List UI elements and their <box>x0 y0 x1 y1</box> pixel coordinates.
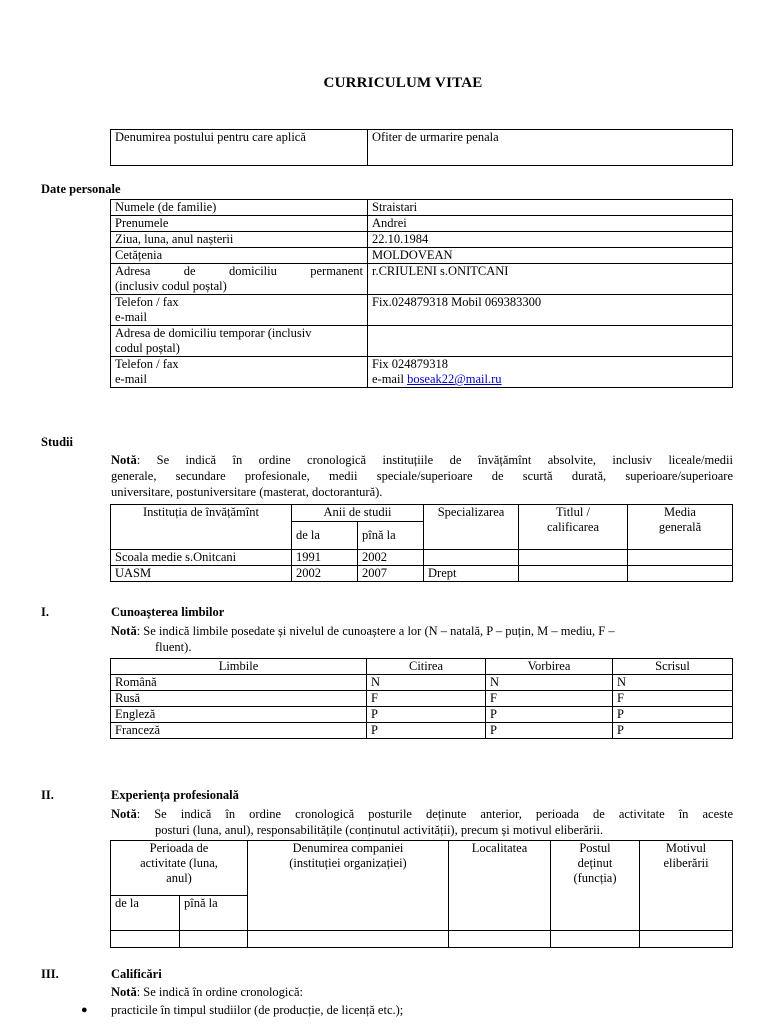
table-row <box>111 264 733 295</box>
experience-number: II. <box>41 788 54 802</box>
cell-from: 2002 <box>292 566 358 582</box>
table-row <box>111 566 733 582</box>
languages-number: I. <box>41 605 49 619</box>
header-to: pînă la <box>180 896 248 931</box>
table-row <box>111 200 733 216</box>
cell-from: 1991 <box>292 550 358 566</box>
field-label-line: Adresa de domiciliu temporar (inclusiv <box>115 326 312 340</box>
cell-to: 2002 <box>358 550 424 566</box>
qualifications-bullet-text: practicile în timpul studiilor (de producție, de licență etc.); <box>111 1003 404 1017</box>
header-speaking: Vorbirea <box>486 659 613 675</box>
field-label-line: e-mail <box>115 310 147 324</box>
header-institution: Instituția de învățămînt <box>111 505 292 550</box>
cell-speaking: F <box>486 691 613 707</box>
cell-reading: P <box>367 723 486 739</box>
position-value: Ofiter de urmarire penala <box>368 130 733 166</box>
header-specialty: Specializarea <box>424 505 519 550</box>
cell-average <box>628 550 733 566</box>
header-to: pînă la <box>358 522 424 550</box>
languages-table <box>110 658 733 739</box>
header-reason: Motivul eliberării <box>640 841 733 931</box>
studies-table <box>110 504 733 582</box>
note-line: Notă: Se indică în ordine cronologică instituțiile de învățămînt absolvite, inclusiv liceale/medii <box>111 453 733 467</box>
table-header-row <box>111 841 733 896</box>
cell-reason <box>640 931 733 948</box>
cell-language: Rusă <box>111 691 367 707</box>
field-label <box>111 326 368 357</box>
field-label: Prenumele <box>111 216 368 232</box>
field-label-line: e-mail <box>115 372 147 386</box>
table-header-row <box>111 659 733 675</box>
table-row <box>111 216 733 232</box>
qualifications-number: III. <box>41 967 59 981</box>
field-value: r.CRIULENI s.ONITCANI <box>368 264 733 295</box>
header-from: de la <box>292 522 358 550</box>
table-row <box>111 707 733 723</box>
header-average: Media generală <box>628 505 733 550</box>
cell-institution: UASM <box>111 566 292 582</box>
header-language: Limbile <box>111 659 367 675</box>
header-company: Denumirea companiei (instituției organizației) <box>248 841 449 931</box>
note-label: Notă <box>111 453 137 467</box>
header-reading: Citirea <box>367 659 486 675</box>
email-line <box>372 372 728 387</box>
cell-speaking: N <box>486 675 613 691</box>
note-line: posturi (luna, anul), responsabilitățile (conținutul activității), precum și motivul eliberării. <box>155 823 604 837</box>
personal-table <box>110 199 733 388</box>
cell-post <box>551 931 640 948</box>
cell-average <box>628 566 733 582</box>
cell-specialty: Drept <box>424 566 519 582</box>
note-line: Notă: Se indică în ordine cronologică posturile deținute anterior, perioada de activitate în aceste <box>111 807 733 821</box>
bullet-icon: ● <box>81 1004 88 1016</box>
table-row <box>111 232 733 248</box>
cell-language: Engleză <box>111 707 367 723</box>
table-row <box>111 675 733 691</box>
cell-to <box>180 931 248 948</box>
note-line: Notă: Se indică limbile posedate și nivelul de cunoaștere a lor (N – natală, P – puțin, M – mediu, F – <box>111 624 615 638</box>
field-value: 22.10.1984 <box>368 232 733 248</box>
personal-heading: Date personale <box>41 182 121 196</box>
field-label: Ziua, luna, anul nașterii <box>111 232 368 248</box>
field-value: MOLDOVEAN <box>368 248 733 264</box>
cell-speaking: P <box>486 723 613 739</box>
note-line: universitare, postuniversitare (masterat, doctorantură). <box>111 485 383 499</box>
qualifications-note: Notă: Se indică în ordine cronologică: <box>111 985 303 999</box>
qualifications-heading: Calificări <box>111 967 162 981</box>
cell-writing: F <box>613 691 733 707</box>
cell-specialty <box>424 550 519 566</box>
cell-reading: P <box>367 707 486 723</box>
header-writing: Scrisul <box>613 659 733 675</box>
field-value: Straistari <box>368 200 733 216</box>
header-from: de la <box>111 896 180 931</box>
header-years: Anii de studii <box>292 505 424 522</box>
table-row <box>111 326 733 357</box>
cell-writing: N <box>613 675 733 691</box>
note-label: Notă <box>111 807 137 821</box>
note-line: generale, secundare profesionale, medii speciale/superioare de scurtă durată, superioare/superioare <box>111 469 733 483</box>
languages-heading: Cunoașterea limbilor <box>111 605 225 619</box>
table-header-row <box>111 505 733 522</box>
field-value: Fix.024879318 Mobil 069383300 <box>368 295 733 326</box>
note-label: Notă <box>111 624 137 638</box>
cell-qualification <box>519 550 628 566</box>
field-label: Cetățenia <box>111 248 368 264</box>
table-row <box>111 248 733 264</box>
field-label <box>111 264 368 295</box>
email-prefix: e-mail <box>372 372 408 386</box>
studies-note <box>111 452 733 500</box>
studies-heading: Studii <box>41 435 73 449</box>
header-post: Postul deținut (funcția) <box>551 841 640 931</box>
table-row <box>111 691 733 707</box>
cell-institution: Scoala medie s.Onitcani <box>111 550 292 566</box>
languages-note <box>111 623 733 655</box>
cell-locality <box>449 931 551 948</box>
table-row <box>111 357 733 388</box>
field-value <box>368 326 733 357</box>
email-link[interactable]: boseak22@mail.ru <box>407 372 502 386</box>
header-qualification: Titlul / calificarea <box>519 505 628 550</box>
note-line: fluent). <box>155 640 192 654</box>
cell-language: Franceză <box>111 723 367 739</box>
cell-language: Română <box>111 675 367 691</box>
cell-writing: P <box>613 707 733 723</box>
header-period: Perioada de activitate (luna, anul) <box>111 841 248 896</box>
cell-speaking: P <box>486 707 613 723</box>
note-label: Notă <box>111 985 137 999</box>
field-value <box>368 357 733 388</box>
field-label-line: (inclusiv codul poștal) <box>115 279 227 293</box>
position-table <box>110 129 733 166</box>
field-label: Numele (de familie) <box>111 200 368 216</box>
field-label-line: Telefon / fax <box>115 357 179 371</box>
cell-writing: P <box>613 723 733 739</box>
field-label <box>111 295 368 326</box>
cell-reading: N <box>367 675 486 691</box>
field-label-line: Telefon / fax <box>115 295 179 309</box>
table-row <box>111 295 733 326</box>
page-title: CURRICULUM VITAE <box>323 75 483 91</box>
table-row <box>111 723 733 739</box>
experience-table <box>110 840 733 948</box>
header-locality: Localitatea <box>449 841 551 931</box>
cell-qualification <box>519 566 628 582</box>
field-label-line: codul poștal) <box>115 341 180 355</box>
experience-heading: Experiența profesională <box>111 788 239 802</box>
cell-company <box>248 931 449 948</box>
cell-from <box>111 931 180 948</box>
cell-reading: F <box>367 691 486 707</box>
position-label: Denumirea postului pentru care aplică <box>111 130 368 166</box>
field-value: Andrei <box>368 216 733 232</box>
phone-value: Fix 024879318 <box>372 357 449 371</box>
experience-note <box>111 806 733 838</box>
table-row <box>111 931 733 948</box>
table-row <box>111 550 733 566</box>
field-label-line: Adresa de domiciliu permanent <box>115 264 363 278</box>
field-label <box>111 357 368 388</box>
cell-to: 2007 <box>358 566 424 582</box>
